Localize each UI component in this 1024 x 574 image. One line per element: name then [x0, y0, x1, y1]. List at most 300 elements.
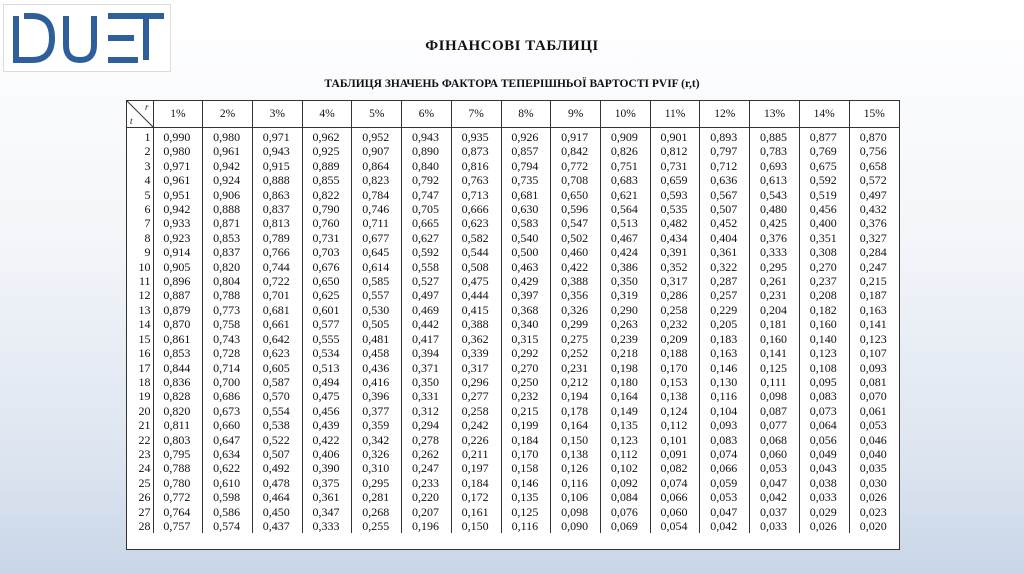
- factor-cell: 0,475: [451, 274, 501, 288]
- factor-cell: 0,123: [600, 433, 650, 447]
- factor-cell: 0,060: [750, 447, 800, 461]
- factor-cell: 0,333: [302, 519, 352, 533]
- factor-cell: 0,570: [252, 389, 302, 403]
- factor-cell: 0,281: [352, 490, 402, 504]
- factor-cell: 0,870: [859, 130, 887, 144]
- factor-cell: 0,464: [252, 490, 302, 504]
- factor-cell: 0,450: [252, 505, 302, 519]
- factor-cell: 0,161: [451, 505, 501, 519]
- factor-cell: 0,442: [402, 317, 452, 331]
- factor-cell: 0,104: [700, 404, 750, 418]
- factor-cell: 0,708: [551, 173, 601, 187]
- factor-cell: 0,287: [700, 274, 750, 288]
- table-row: [127, 505, 899, 519]
- factor-cell: 0,677: [352, 231, 402, 245]
- factor-cell: 0,112: [600, 447, 650, 461]
- rate-axis-label: r: [144, 102, 149, 112]
- factor-cell: 0,478: [252, 476, 302, 490]
- factor-cell: 0,915: [252, 159, 302, 173]
- factor-cell: 0,942: [153, 202, 203, 216]
- factor-cell: 0,760: [302, 216, 352, 230]
- factor-cell: 0,444: [451, 288, 501, 302]
- factor-cell: 0,527: [402, 274, 452, 288]
- period-cell: 2: [127, 144, 153, 158]
- period-cell: 20: [127, 404, 153, 418]
- factor-cell: 0,362: [451, 332, 501, 346]
- factor-cell: 0,683: [600, 173, 650, 187]
- factor-cell: 0,686: [203, 389, 253, 403]
- factor-cell: 0,033: [750, 519, 800, 533]
- factor-cell: 0,310: [352, 461, 402, 475]
- factor-cell: 0,417: [402, 332, 452, 346]
- factor-cell: 0,181: [750, 317, 800, 331]
- factor-cell: 0,204: [750, 303, 800, 317]
- factor-cell: 0,822: [302, 188, 352, 202]
- factor-cell: 0,299: [551, 317, 601, 331]
- factor-cell: 0,535: [650, 202, 700, 216]
- factor-cell: 0,923: [153, 231, 203, 245]
- factor-cell: 0,239: [600, 332, 650, 346]
- factor-cell: 0,574: [203, 519, 253, 533]
- factor-cell: 0,376: [859, 216, 887, 231]
- factor-cell: 0,092: [600, 476, 650, 490]
- factor-cell: 0,888: [252, 173, 302, 187]
- rate-header: 6%: [402, 101, 452, 128]
- factor-cell: 0,066: [650, 490, 700, 504]
- factor-cell: 0,458: [352, 346, 402, 360]
- factor-cell: 0,258: [451, 404, 501, 418]
- factor-cell: 0,388: [551, 274, 601, 288]
- factor-cell: 0,247: [859, 259, 887, 274]
- table-row: [127, 476, 899, 490]
- factor-cell: 0,077: [750, 418, 800, 432]
- factor-cell: 0,026: [859, 490, 887, 505]
- factor-cell: 0,731: [650, 159, 700, 173]
- factor-cell: 0,037: [750, 505, 800, 519]
- factor-cell: 0,909: [600, 128, 650, 145]
- factor-cell: 0,308: [799, 245, 849, 259]
- factor-cell: 0,601: [302, 303, 352, 317]
- table-row: [127, 332, 899, 346]
- factor-cell: 0,111: [750, 375, 800, 389]
- factor-cell: 0,056: [799, 433, 849, 447]
- factor-cell: 0,356: [551, 288, 601, 302]
- factor-cell: 0,112: [650, 418, 700, 432]
- period-cell: 10: [127, 260, 153, 274]
- factor-cell: 0,744: [252, 260, 302, 274]
- factor-cell: 0,693: [750, 159, 800, 173]
- factor-cell: 0,150: [551, 433, 601, 447]
- factor-cell: 0,901: [650, 128, 700, 145]
- factor-cell: 0,481: [352, 332, 402, 346]
- factor-cell: 0,386: [600, 260, 650, 274]
- factor-cell: 0,231: [750, 288, 800, 302]
- factor-cell: 0,054: [650, 519, 700, 533]
- duet-logo-graphic: [4, 5, 168, 69]
- factor-cell: 0,436: [352, 361, 402, 375]
- period-axis-label: t: [130, 116, 133, 126]
- factor-cell: 0,091: [650, 447, 700, 461]
- factor-cell: 0,554: [252, 404, 302, 418]
- factor-cell: 0,368: [501, 303, 551, 317]
- factor-cell: 0,871: [203, 216, 253, 230]
- factor-cell: 0,826: [600, 144, 650, 158]
- factor-cell: 0,924: [203, 173, 253, 187]
- factor-cell: 0,513: [600, 216, 650, 230]
- factor-cell: 0,857: [501, 144, 551, 158]
- factor-cell: 0,625: [302, 288, 352, 302]
- period-cell: 11: [127, 274, 153, 288]
- factor-cell: 0,879: [153, 303, 203, 317]
- factor-cell: 0,076: [600, 505, 650, 519]
- factor-cell: 0,676: [302, 260, 352, 274]
- factor-cell: 0,701: [252, 288, 302, 302]
- factor-cell: 0,887: [153, 288, 203, 302]
- factor-cell: 0,598: [203, 490, 253, 504]
- factor-cell: 0,980: [153, 144, 203, 158]
- factor-cell: 0,135: [600, 418, 650, 432]
- pvif-table-container: [126, 100, 900, 550]
- factor-cell: 0,812: [650, 144, 700, 158]
- factor-cell: 0,125: [750, 361, 800, 375]
- factor-cell: 0,397: [501, 288, 551, 302]
- period-cell: 16: [127, 346, 153, 360]
- factor-cell: 0,467: [600, 231, 650, 245]
- factor-cell: 0,647: [203, 433, 253, 447]
- factor-cell: 0,790: [302, 202, 352, 216]
- table-row: [127, 317, 899, 331]
- factor-cell: 0,391: [650, 245, 700, 259]
- factor-cell: 0,029: [799, 505, 849, 519]
- factor-cell: 0,218: [600, 346, 650, 360]
- factor-cell: 0,844: [153, 361, 203, 375]
- factor-cell: 0,482: [650, 216, 700, 230]
- factor-cell: 0,183: [700, 332, 750, 346]
- factor-cell: 0,469: [402, 303, 452, 317]
- factor-cell: 0,326: [551, 303, 601, 317]
- rate-header: 12%: [700, 101, 750, 128]
- factor-cell: 0,026: [799, 519, 849, 533]
- factor-cell: 0,933: [153, 216, 203, 230]
- factor-cell: 0,061: [859, 403, 887, 418]
- factor-cell: 0,863: [252, 188, 302, 202]
- period-cell: 27: [127, 505, 153, 519]
- factor-cell: 0,319: [600, 288, 650, 302]
- factor-cell: 0,896: [153, 274, 203, 288]
- factor-cell: 0,049: [799, 447, 849, 461]
- factor-cell: 0,621: [600, 188, 650, 202]
- factor-cell: 0,492: [252, 461, 302, 475]
- factor-cell: 0,794: [501, 159, 551, 173]
- factor-cell: 0,042: [700, 519, 750, 533]
- factor-cell: 0,513: [302, 361, 352, 375]
- period-cell: 25: [127, 476, 153, 490]
- factor-cell: 0,170: [650, 361, 700, 375]
- factor-cell: 0,294: [402, 418, 452, 432]
- table-row: [127, 274, 899, 288]
- factor-cell: 0,196: [402, 519, 452, 533]
- factor-cell: 0,371: [402, 361, 452, 375]
- factor-cell: 0,361: [700, 245, 750, 259]
- table-row: [127, 490, 899, 504]
- factor-cell: 0,675: [799, 159, 849, 173]
- factor-cell: 0,816: [451, 159, 501, 173]
- factor-cell: 0,258: [650, 303, 700, 317]
- factor-cell: 0,630: [501, 202, 551, 216]
- rate-header: 7%: [451, 101, 501, 128]
- factor-cell: 0,232: [501, 389, 551, 403]
- factor-cell: 0,917: [551, 128, 601, 145]
- factor-cell: 0,751: [600, 159, 650, 173]
- factor-cell: 0,820: [153, 404, 203, 418]
- factor-cell: 0,093: [859, 360, 887, 375]
- factor-cell: 0,209: [650, 332, 700, 346]
- factor-cell: 0,530: [352, 303, 402, 317]
- factor-cell: 0,257: [700, 288, 750, 302]
- factor-cell: 0,593: [650, 188, 700, 202]
- factor-cell: 0,333: [750, 245, 800, 259]
- factor-cell: 0,164: [551, 418, 601, 432]
- factor-cell: 0,046: [859, 432, 887, 447]
- factor-cell: 0,124: [650, 404, 700, 418]
- factor-cell: 0,102: [600, 461, 650, 475]
- factor-cell: 0,123: [859, 331, 887, 346]
- factor-cell: 0,232: [650, 317, 700, 331]
- factor-cell: 0,322: [700, 260, 750, 274]
- factor-cell: 0,226: [451, 433, 501, 447]
- factor-cell: 0,237: [799, 274, 849, 288]
- factor-cell: 0,059: [700, 476, 750, 490]
- factor-cell: 0,769: [799, 144, 849, 158]
- factor-cell: 0,394: [402, 346, 452, 360]
- factor-cell: 0,650: [302, 274, 352, 288]
- factor-cell: 0,747: [402, 188, 452, 202]
- table-header-row: [127, 101, 899, 128]
- period-cell: 21: [127, 418, 153, 432]
- factor-cell: 0,400: [799, 216, 849, 230]
- factor-cell: 0,247: [402, 461, 452, 475]
- factor-cell: 0,567: [700, 188, 750, 202]
- period-cell: 14: [127, 317, 153, 331]
- factor-cell: 0,425: [750, 216, 800, 230]
- factor-cell: 0,855: [302, 173, 352, 187]
- factor-cell: 0,047: [700, 505, 750, 519]
- factor-cell: 0,396: [352, 389, 402, 403]
- factor-cell: 0,081: [859, 374, 887, 389]
- factor-cell: 0,331: [402, 389, 452, 403]
- factor-cell: 0,263: [600, 317, 650, 331]
- factor-cell: 0,023: [859, 504, 887, 519]
- factor-cell: 0,820: [203, 260, 253, 274]
- factor-cell: 0,242: [451, 418, 501, 432]
- table-row: [127, 173, 899, 187]
- factor-cell: 0,439: [302, 418, 352, 432]
- factor-cell: 0,182: [799, 303, 849, 317]
- table-row: [127, 128, 899, 145]
- factor-cell: 0,098: [750, 389, 800, 403]
- factor-cell: 0,642: [252, 332, 302, 346]
- period-cell: 28: [127, 519, 153, 533]
- factor-cell: 0,184: [501, 433, 551, 447]
- factor-cell: 0,889: [302, 159, 352, 173]
- factor-cell: 0,558: [402, 260, 452, 274]
- factor-cell: 0,138: [650, 389, 700, 403]
- factor-cell: 0,583: [501, 216, 551, 230]
- factor-cell: 0,095: [799, 375, 849, 389]
- factor-cell: 0,728: [203, 346, 253, 360]
- factor-cell: 0,935: [451, 128, 501, 145]
- factor-cell: 0,066: [700, 461, 750, 475]
- factor-cell: 0,424: [600, 245, 650, 259]
- factor-cell: 0,788: [153, 461, 203, 475]
- factor-cell: 0,390: [302, 461, 352, 475]
- factor-cell: 0,811: [153, 418, 203, 432]
- rate-header: 14%: [799, 101, 849, 128]
- factor-cell: 0,596: [551, 202, 601, 216]
- factor-cell: 0,422: [302, 433, 352, 447]
- factor-cell: 0,873: [451, 144, 501, 158]
- factor-cell: 0,634: [203, 447, 253, 461]
- table-row: [127, 303, 899, 317]
- table-body: [127, 128, 899, 534]
- factor-cell: 0,705: [402, 202, 452, 216]
- factor-cell: 0,188: [650, 346, 700, 360]
- factor-cell: 0,163: [700, 346, 750, 360]
- factor-cell: 0,231: [551, 361, 601, 375]
- factor-cell: 0,926: [501, 128, 551, 145]
- rate-header: 4%: [302, 101, 352, 128]
- factor-cell: 0,098: [551, 505, 601, 519]
- factor-cell: 0,665: [402, 216, 452, 230]
- factor-cell: 0,205: [700, 317, 750, 331]
- factor-cell: 0,150: [451, 519, 501, 533]
- factor-cell: 0,557: [352, 288, 402, 302]
- factor-cell: 0,340: [501, 317, 551, 331]
- factor-cell: 0,500: [501, 245, 551, 259]
- factor-cell: 0,534: [302, 346, 352, 360]
- factor-cell: 0,160: [799, 317, 849, 331]
- factor-cell: 0,905: [153, 260, 203, 274]
- factor-cell: 0,971: [153, 159, 203, 173]
- factor-cell: 0,592: [799, 173, 849, 187]
- factor-cell: 0,861: [153, 332, 203, 346]
- factor-cell: 0,082: [650, 461, 700, 475]
- table-row: [127, 346, 899, 360]
- rate-header: 5%: [352, 101, 402, 128]
- factor-cell: 0,083: [700, 433, 750, 447]
- factor-cell: 0,480: [750, 202, 800, 216]
- table-row: [127, 361, 899, 375]
- factor-cell: 0,153: [650, 375, 700, 389]
- factor-cell: 0,211: [451, 447, 501, 461]
- factor-cell: 0,795: [153, 447, 203, 461]
- factor-cell: 0,813: [252, 216, 302, 230]
- period-cell: 26: [127, 490, 153, 504]
- factor-cell: 0,275: [551, 332, 601, 346]
- factor-cell: 0,743: [203, 332, 253, 346]
- factor-cell: 0,215: [501, 404, 551, 418]
- factor-cell: 0,170: [501, 447, 551, 461]
- factor-cell: 0,351: [799, 231, 849, 245]
- factor-cell: 0,284: [859, 245, 887, 260]
- factor-cell: 0,347: [302, 505, 352, 519]
- factor-cell: 0,130: [700, 375, 750, 389]
- factor-cell: 0,126: [551, 461, 601, 475]
- factor-cell: 0,180: [600, 375, 650, 389]
- table-row: [127, 202, 899, 216]
- factor-cell: 0,432: [859, 202, 887, 217]
- factor-cell: 0,087: [750, 404, 800, 418]
- page-title: ФІНАНСОВІ ТАБЛИЦІ: [425, 38, 599, 54]
- factor-cell: 0,296: [451, 375, 501, 389]
- factor-cell: 0,164: [600, 389, 650, 403]
- factor-cell: 0,290: [600, 303, 650, 317]
- factor-cell: 0,763: [451, 173, 501, 187]
- period-cell: 3: [127, 159, 153, 173]
- table-row: [127, 260, 899, 274]
- factor-cell: 0,962: [302, 128, 352, 145]
- factor-cell: 0,893: [700, 128, 750, 145]
- table-row: [127, 288, 899, 302]
- factor-cell: 0,317: [650, 274, 700, 288]
- factor-cell: 0,711: [352, 216, 402, 230]
- factor-cell: 0,547: [551, 216, 601, 230]
- rate-header: 15%: [849, 101, 899, 128]
- factor-cell: 0,681: [252, 303, 302, 317]
- pvif-table: [127, 101, 899, 533]
- factor-cell: 0,864: [352, 159, 402, 173]
- factor-cell: 0,505: [352, 317, 402, 331]
- factor-cell: 0,125: [501, 505, 551, 519]
- factor-cell: 0,277: [451, 389, 501, 403]
- table-row: [127, 245, 899, 259]
- factor-cell: 0,522: [252, 433, 302, 447]
- factor-cell: 0,198: [600, 361, 650, 375]
- factor-cell: 0,636: [700, 173, 750, 187]
- factor-cell: 0,138: [551, 447, 601, 461]
- factor-cell: 0,853: [153, 346, 203, 360]
- factor-cell: 0,610: [203, 476, 253, 490]
- factor-cell: 0,614: [352, 260, 402, 274]
- factor-cell: 0,163: [859, 302, 887, 317]
- factor-cell: 0,645: [352, 245, 402, 259]
- factor-cell: 0,261: [750, 274, 800, 288]
- factor-cell: 0,342: [352, 433, 402, 447]
- factor-cell: 0,877: [799, 128, 849, 145]
- factor-cell: 0,359: [352, 418, 402, 432]
- factor-cell: 0,925: [302, 144, 352, 158]
- factor-cell: 0,339: [451, 346, 501, 360]
- factor-cell: 0,914: [153, 245, 203, 259]
- factor-cell: 0,090: [551, 519, 601, 533]
- factor-cell: 0,797: [700, 144, 750, 158]
- factor-cell: 0,020: [859, 518, 887, 533]
- table-row: [127, 389, 899, 403]
- factor-cell: 0,823: [352, 173, 402, 187]
- factor-cell: 0,758: [203, 317, 253, 331]
- factor-cell: 0,456: [302, 404, 352, 418]
- factor-cell: 0,250: [501, 375, 551, 389]
- factor-cell: 0,406: [302, 447, 352, 461]
- factor-cell: 0,980: [203, 128, 253, 145]
- factor-cell: 0,722: [252, 274, 302, 288]
- factor-cell: 0,069: [600, 519, 650, 533]
- factor-cell: 0,042: [750, 490, 800, 504]
- factor-cell: 0,906: [203, 188, 253, 202]
- factor-cell: 0,416: [352, 375, 402, 389]
- factor-cell: 0,184: [451, 476, 501, 490]
- period-cell: 8: [127, 231, 153, 245]
